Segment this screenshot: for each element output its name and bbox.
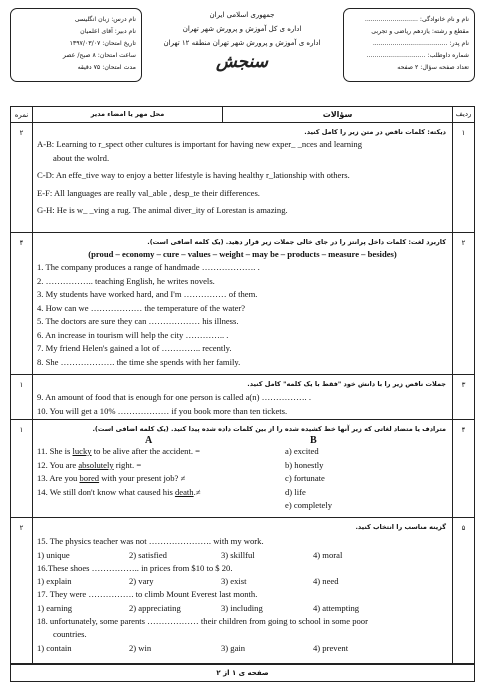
- exam-page: [10, 8, 475, 682]
- fill-blank-line: 4. How can we ……………… the temperature of the water?: [37, 302, 246, 313]
- fill-blank-line: 5. The doctors are sure they can ……………… his illness.: [37, 316, 239, 326]
- father-name-field: نام پدر: ......................................: [372, 40, 469, 47]
- student-name-field: نام و نام خانوادگی: ...........................: [364, 16, 469, 23]
- question-number: ۴: [452, 420, 474, 517]
- student-info-box: [343, 8, 475, 82]
- column-a-items: [37, 445, 200, 499]
- mc-stem-continuation: countries.: [53, 629, 87, 639]
- mc-stem: 16.These shoes …………….. in prices from $10 to $ 20.: [37, 562, 233, 573]
- candidate-number-field: شماره داوطلب: ..............................: [366, 52, 469, 59]
- page-footer: صفحه ی ۱ از ۲: [10, 664, 475, 682]
- mc-option: 2) appreciating: [129, 602, 181, 613]
- match-item: 11. She is lucky to be alive after the accident. =: [37, 446, 200, 456]
- department-title: اداره ی کل آموزش و پرورش شهر تهران: [182, 25, 302, 33]
- question-1: [10, 123, 475, 233]
- fill-blank-line: 3. My students have worked hard, and I'm …………… of them.: [37, 289, 258, 299]
- exam-info-box: [10, 8, 142, 82]
- subject-field: نام درس: زبان انگلیسی: [74, 16, 136, 23]
- dictation-line: E-F: All languages are really val_able , desp_te their differences.: [37, 187, 260, 198]
- exam-time-field: ساعت امتحان: ۸ صبح/ عصر: [62, 52, 136, 59]
- mc-options: [35, 602, 450, 615]
- fill-blank-line: 1. The company produces a range of handmade ………………. .: [37, 262, 260, 272]
- completion-line: 10. You will get a 10% ……………… if you book more than ten tickets.: [37, 405, 288, 416]
- question-score: ۴: [11, 233, 33, 374]
- page-count-field: تعداد صفحه سؤال: ۲ صفحه: [397, 64, 469, 71]
- matching-table: [35, 437, 450, 517]
- question-instruction: مترادف یا متضاد لغاتی که زیر آنها خط کشیده شده را از بین کلمات داده شده پیدا کنید. (یک کلمه اضافی است).: [92, 425, 446, 433]
- fill-blank-line: 7. My friend Helen's gained a lot of ………….. recently.: [37, 343, 232, 353]
- mc-option: 1) unique: [37, 549, 70, 560]
- match-option: e) completely: [285, 500, 333, 510]
- mc-options: [35, 642, 450, 655]
- match-option: b) honestly: [285, 459, 324, 470]
- dictation-line: C-D: An effe_tive way to enjoy a better lifestyle is having healthy r_lationship with others.: [37, 170, 350, 180]
- mc-option: 3) gain: [221, 642, 246, 653]
- mc-option: 1) contain: [37, 642, 72, 653]
- mc-stem: 15. The physics teacher was not …………………. with my work.: [37, 536, 264, 546]
- mc-option: 1) earning: [37, 602, 73, 613]
- mc-option: 4) need: [313, 576, 339, 586]
- question-instruction: جملات ناقص زیر را با دانش خود "فقط با یک کلمه" کامل کنید.: [247, 380, 446, 388]
- question-number: ۲: [452, 233, 474, 374]
- question-number: ۵: [452, 518, 474, 663]
- mc-options: [35, 575, 450, 588]
- fill-blank-line: 2. …………….. teaching English, he writes novels.: [37, 275, 215, 286]
- column-b-heading: B: [310, 435, 317, 446]
- mc-option: 4) attempting: [313, 602, 360, 613]
- header-center: [145, 8, 339, 104]
- mc-options: [35, 549, 450, 562]
- match-option: c) fortunate: [285, 473, 325, 483]
- mc-option: 3) skillful: [221, 549, 255, 560]
- question-number: ۳: [452, 375, 474, 419]
- question-score: ۲: [11, 123, 33, 232]
- score-column-label: نمره: [11, 107, 33, 122]
- completion-line: 9. An amount of food that is enough for one person is called a(n) ……………. .: [37, 392, 311, 402]
- dictation-line: about the wolrd.: [53, 152, 110, 163]
- mc-option: 4) prevent: [313, 642, 349, 653]
- country-title: جمهوری اسلامی ایران: [209, 11, 275, 19]
- match-item: 13. Are you bored with your present job? ≠: [37, 473, 186, 483]
- match-item: 14. We still don't know what caused his death.≠: [37, 486, 201, 497]
- fill-blank-line: 6. An increase in tourism will help the city ………….. .: [37, 329, 229, 340]
- mc-option: 2) win: [129, 642, 152, 653]
- question-score: ۲: [11, 518, 33, 663]
- question-4: [10, 420, 475, 518]
- question-number: ۱: [452, 123, 474, 232]
- mc-option: 4) moral: [313, 549, 343, 560]
- question-instruction: گزینه مناسب را انتخاب کنید.: [355, 523, 446, 531]
- mc-option: 1) explain: [37, 576, 72, 586]
- teacher-field: نام دبیر: آقای اعلمیان: [80, 28, 136, 35]
- questions-label: سؤالات: [322, 110, 353, 119]
- mc-option: 3) exist: [221, 576, 247, 586]
- exam-duration-field: مدت امتحان: ۷۵ دقیقه: [77, 64, 136, 71]
- mc-option: 2) vary: [129, 576, 154, 586]
- match-option: d) life: [285, 486, 306, 497]
- match-item: 12. You are absolutely right. =: [37, 459, 142, 470]
- question-2: [10, 233, 475, 375]
- exam-header: [10, 8, 475, 104]
- question-instruction: کاربرد لغت: کلمات داخل پرانتز را در جای خالی جملات زیر قرار دهید. (یک کلمه اضافی است).: [147, 238, 446, 246]
- question-score: ۱: [11, 420, 33, 517]
- logo: سنجش: [215, 52, 269, 72]
- mc-stem: 18. unfortunately, some parents ……………… their children from going to school in some poor: [37, 615, 368, 626]
- grade-field: مقطع و رشته: یازدهم ریاضی و تجربی: [371, 28, 469, 35]
- dictation-line: G-H: He is w_ _ving a rug. The animal diver_ity of Lorestan is amazing.: [37, 205, 288, 215]
- district-title: اداره ی آموزش و پرورش شهر تهران منطقه ۱۲ تهران: [163, 39, 321, 47]
- word-bank: (proud – economy – cure – values – weight – may be – products – measure – besides): [88, 249, 397, 259]
- mc-option: 2) satisfied: [129, 549, 167, 560]
- mc-option: 3) including: [221, 602, 263, 613]
- fill-blank-line: 8. She ………………. the time she spends with her family.: [37, 356, 241, 367]
- mc-stem: 17. They were ……………. to climb Mount Everest last month.: [37, 589, 258, 599]
- question-3: [10, 375, 475, 420]
- match-option: a) excited: [285, 446, 319, 456]
- table-header: [10, 106, 475, 123]
- question-5: [10, 518, 475, 664]
- exam-date-field: تاریخ امتحان: ۱۳۹۷/۰۳/۰۷: [69, 40, 136, 47]
- column-b-items: [285, 445, 332, 513]
- row-column-label: ردیف: [452, 107, 474, 122]
- dictation-line: A-B: Learning to r_spect other cultures is important for having new exper_ _nces and learning: [37, 139, 363, 149]
- question-instruction: دیکته: کلمات ناقص در متن زیر را کامل کنید.: [304, 128, 446, 136]
- question-score: ۱: [11, 375, 33, 419]
- stamp-label: محل مهر یا امضاء مدیر: [33, 107, 223, 122]
- column-a-heading: A: [145, 435, 153, 446]
